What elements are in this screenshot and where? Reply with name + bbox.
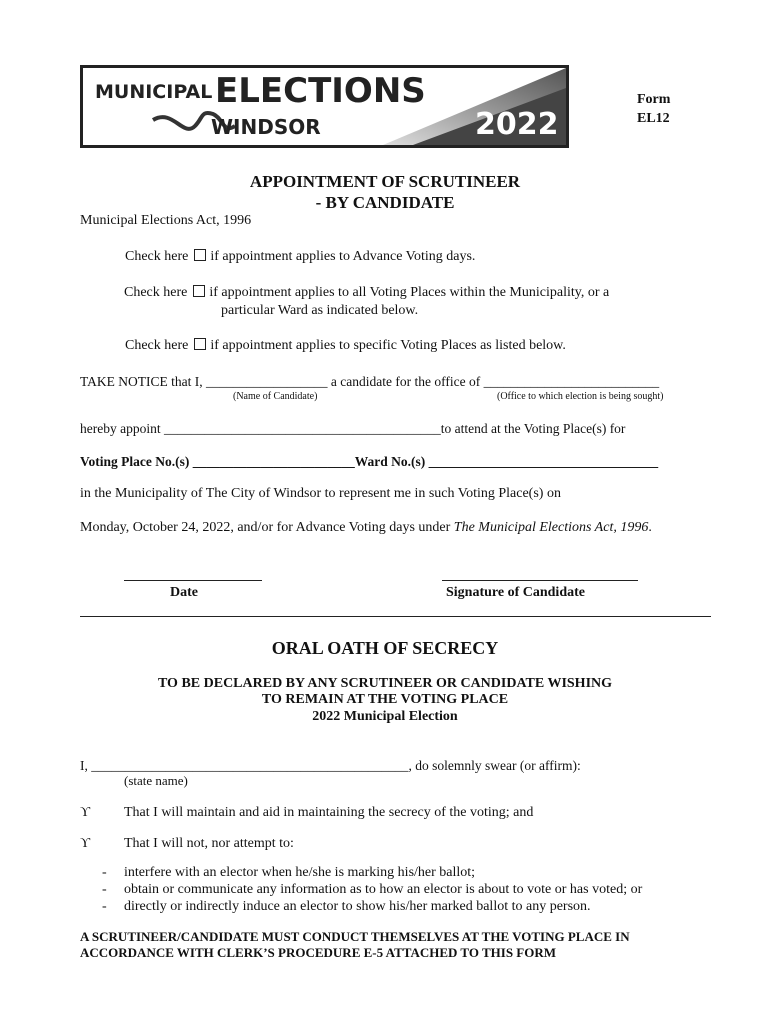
election-date-line <box>80 520 652 536</box>
oath-subtitle-3: 2022 Municipal Election <box>312 709 458 724</box>
date-label: Date <box>170 585 198 600</box>
oath-subtitle-1: TO BE DECLARED BY ANY SCRUTINEER OR CANDIDATE WISHING <box>157 676 613 691</box>
check-all-places <box>124 285 609 301</box>
appointment-title: APPOINTMENT OF SCRUTINEER <box>249 172 521 191</box>
form-id <box>637 90 670 128</box>
signature-label: Signature of Candidate <box>446 585 585 600</box>
logo-windsor-text: WINDSOR <box>211 115 321 139</box>
section-divider <box>80 616 711 617</box>
logo-year-text: 2022 <box>475 107 559 142</box>
municipal-elections-logo <box>80 65 569 148</box>
office-caption: (Office to which election is being sought) <box>497 391 664 402</box>
state-name-caption: (state name) <box>124 773 188 788</box>
form-number: EL12 <box>637 111 670 126</box>
bullet-glyph: ϒ <box>80 805 91 820</box>
name-caption: (Name of Candidate) <box>233 391 318 402</box>
oath-bullet-1: That I will maintain and aid in maintaining the secrecy of the voting; and <box>124 805 534 820</box>
check-specific-places <box>125 338 566 354</box>
oath-title: ORAL OATH OF SECRECY <box>271 638 499 658</box>
check-label: Check here <box>125 338 189 353</box>
municipality-line: in the Municipality of The City of Windsor to represent me in such Voting Place(s) on <box>80 486 561 501</box>
check-advance-voting <box>125 249 475 265</box>
specific-places-checkbox[interactable] <box>194 338 206 350</box>
oath-subtitle-2: TO REMAIN AT THE VOTING PLACE <box>261 692 509 707</box>
advance-voting-checkbox[interactable] <box>194 249 206 261</box>
dash: - <box>102 865 107 880</box>
election-date-end: . <box>648 520 652 535</box>
bullet-glyph: ϒ <box>80 836 91 851</box>
dash: - <box>102 882 107 897</box>
check-all-places-text: if appointment applies to all Voting Places within the Municipality, or a <box>209 285 610 300</box>
election-date-text: Monday, October 24, 2022, and/or for Advance Voting days under <box>80 520 454 535</box>
date-line <box>124 580 262 581</box>
footer-notice-2: ACCORDANCE WITH CLERK’S PROCEDURE E-5 ATTACHED TO THIS FORM <box>80 945 557 960</box>
appointment-subtitle: - BY CANDIDATE <box>315 193 455 212</box>
signature-line <box>442 580 638 581</box>
voting-place-line: Voting Place No.(s) ________________________Ward No.(s) __________________________________ <box>80 454 659 469</box>
oath-item-2: obtain or communicate any information as to how an elector is about to vote or has voted; or <box>124 882 643 897</box>
logo-elections-text: ELECTIONS <box>215 71 426 111</box>
hereby-appoint-line: hereby appoint _________________________________________to attend at the Voting Place(s) for <box>80 421 626 436</box>
all-places-checkbox[interactable] <box>193 285 205 297</box>
check-specific-text: if appointment applies to specific Voting Places as listed below. <box>210 338 566 353</box>
oath-bullet-2: That I will not, nor attempt to: <box>124 836 294 851</box>
form-label: Form <box>637 92 671 107</box>
oath-item-3: directly or indirectly induce an elector to show his/her marked ballot to any person. <box>124 899 591 914</box>
check-all-places-continued: particular Ward as indicated below. <box>221 303 419 318</box>
act-reference: Municipal Elections Act, 1996 <box>80 213 252 228</box>
check-label: Check here <box>125 249 189 264</box>
swear-line: I, _______________________________________________, do solemnly swear (or affirm): <box>80 758 581 773</box>
check-advance-text: if appointment applies to Advance Voting days. <box>210 249 476 264</box>
oath-item-1: interfere with an elector when he/she is marking his/her ballot; <box>124 865 476 880</box>
footer-notice-1: A SCRUTINEER/CANDIDATE MUST CONDUCT THEMSELVES AT THE VOTING PLACE IN <box>80 929 630 944</box>
check-label: Check here <box>124 285 188 300</box>
take-notice-line: TAKE NOTICE that I, __________________ a candidate for the office of __________________________ <box>80 374 660 389</box>
dash: - <box>102 899 107 914</box>
logo-municipal-text: MUNICIPAL <box>95 81 213 103</box>
act-title: The Municipal Elections Act, 1996 <box>453 520 649 535</box>
